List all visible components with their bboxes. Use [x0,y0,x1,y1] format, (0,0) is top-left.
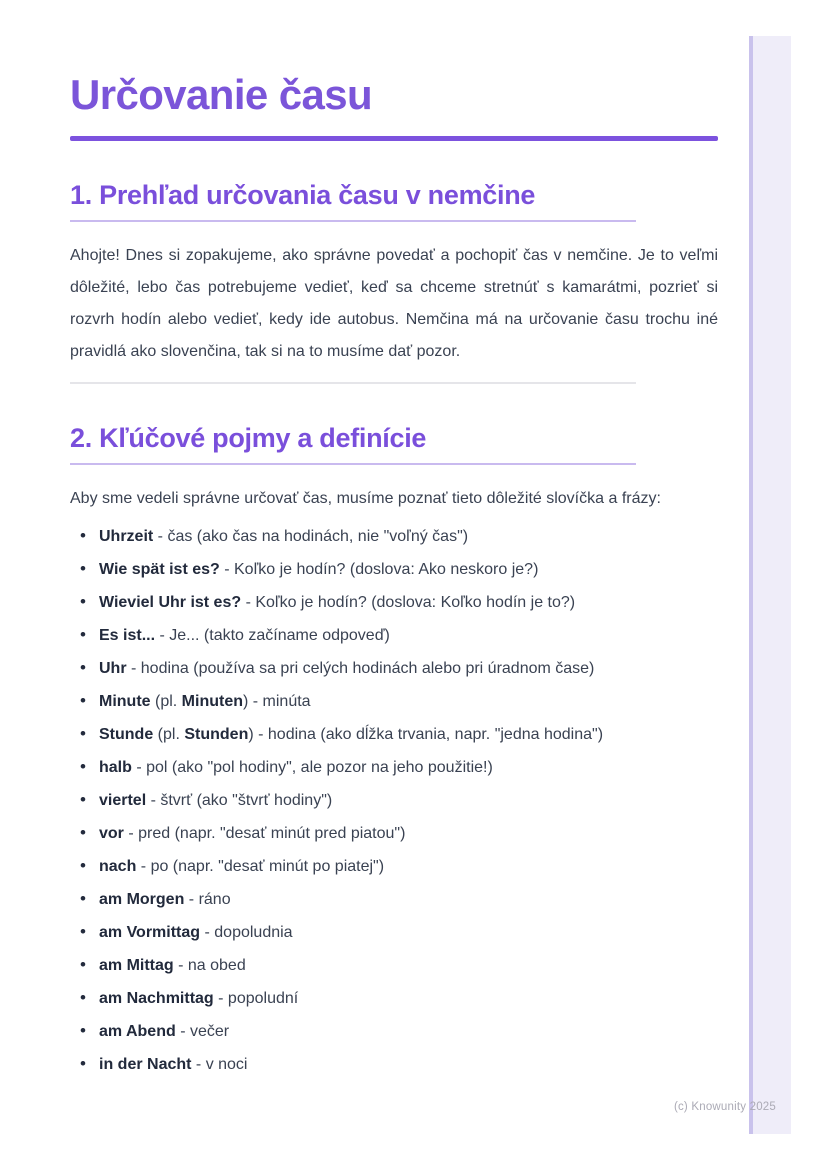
term-text: - štvrť (ako "štvrť hodiny") [146,792,333,809]
term-bold: am Nachmittag [99,990,214,1007]
section-2-underline [70,463,636,465]
section-1-underline [70,220,636,222]
term-text: - Koľko je hodín? (doslova: Ako neskoro je?) [219,561,539,578]
term-text: - čas (ako čas na hodinách, nie "voľný čas") [153,528,469,545]
term-item [70,1022,718,1042]
term-text: - Koľko je hodín? (doslova: Koľko hodín je to?) [241,594,576,611]
term-text: ) - hodina (ako dĺžka trvania, napr. "jedna hodina") [248,726,604,743]
term-text: - na obed [173,957,246,974]
term-item [70,626,718,646]
section-2-heading: 2. Kľúčové pojmy a definície [70,423,427,453]
terms-list [70,527,718,1075]
term-bold: Uhrzeit [99,528,154,545]
term-text: - hodina (používa sa pri celých hodinách alebo pri úradnom čase) [126,660,595,677]
section-1-paragraph: Ahojte! Dnes si zopakujeme, ako správne povedať a pochopiť čas v nemčine. Je to veľmi dôležité, lebo čas potrebujeme vedieť, keď sa chceme stretnúť s kamarátmi, pozrieť si rozvrh hodín alebo vedieť, kedy ide autobus. Nemčina má na určovanie času trochu iné pravidlá ako slovenčina, tak si na to musíme dať pozor. [70,247,718,360]
document-page [70,0,718,1075]
term-text: - pol (ako "pol hodiny", ale pozor na jeho použitie!) [131,759,493,776]
term-bold: Minute [99,693,151,710]
term-item [70,791,718,811]
term-text: - večer [175,1023,230,1040]
term-text: - Je... (takto začíname odpoveď) [155,627,390,644]
term-text: - ráno [184,891,231,908]
term-bold: am Abend [99,1023,176,1040]
title-rule [70,136,718,141]
term-bold: am Vormittag [99,924,201,941]
term-text: ) - minúta [243,693,311,710]
section-2-intro: Aby sme vedeli správne určovať čas, musíme poznať tieto dôležité slovíčka a frázy: [70,490,661,507]
term-text: (pl. [150,693,182,710]
section-divider [70,382,636,384]
term-bold: halb [99,759,132,776]
term-item [70,659,718,679]
footer-copyright: (c) Knowunity 2025 [673,1101,776,1113]
term-item [70,758,718,778]
term-item [70,890,718,910]
term-item [70,1055,718,1075]
term-bold: Es ist... [99,627,156,644]
term-bold: am Mittag [99,957,174,974]
term-item [70,824,718,844]
term-item [70,956,718,976]
term-item [70,692,718,712]
term-item [70,923,718,943]
term-item [70,857,718,877]
term-bold: Wieviel Uhr ist es? [99,594,242,611]
term-bold: Minuten [181,693,243,710]
term-bold: Stunde [99,726,154,743]
term-item [70,725,718,745]
term-bold: Stunden [184,726,249,743]
term-bold: am Morgen [99,891,185,908]
term-bold: Uhr [99,660,127,677]
term-item [70,560,718,580]
term-text: (pl. [153,726,185,743]
term-bold: in der Nacht [99,1056,192,1073]
term-text: - popoludní [213,990,299,1007]
term-text: - pred (napr. "desať minút pred piatou") [123,825,406,842]
term-item [70,527,718,547]
term-text: - dopoludnia [200,924,293,941]
page-title: Určovanie času [70,71,373,118]
term-text: - po (napr. "desať minút po piatej") [136,858,385,875]
term-item [70,989,718,1009]
side-accent-bar [749,36,791,1134]
term-text: - v noci [191,1056,248,1073]
term-bold: vor [99,825,124,842]
term-item [70,593,718,613]
term-bold: Wie spät ist es? [99,561,220,578]
section-1-heading: 1. Prehľad určovania času v nemčine [70,180,536,210]
term-bold: nach [99,858,137,875]
term-bold: viertel [99,792,147,809]
